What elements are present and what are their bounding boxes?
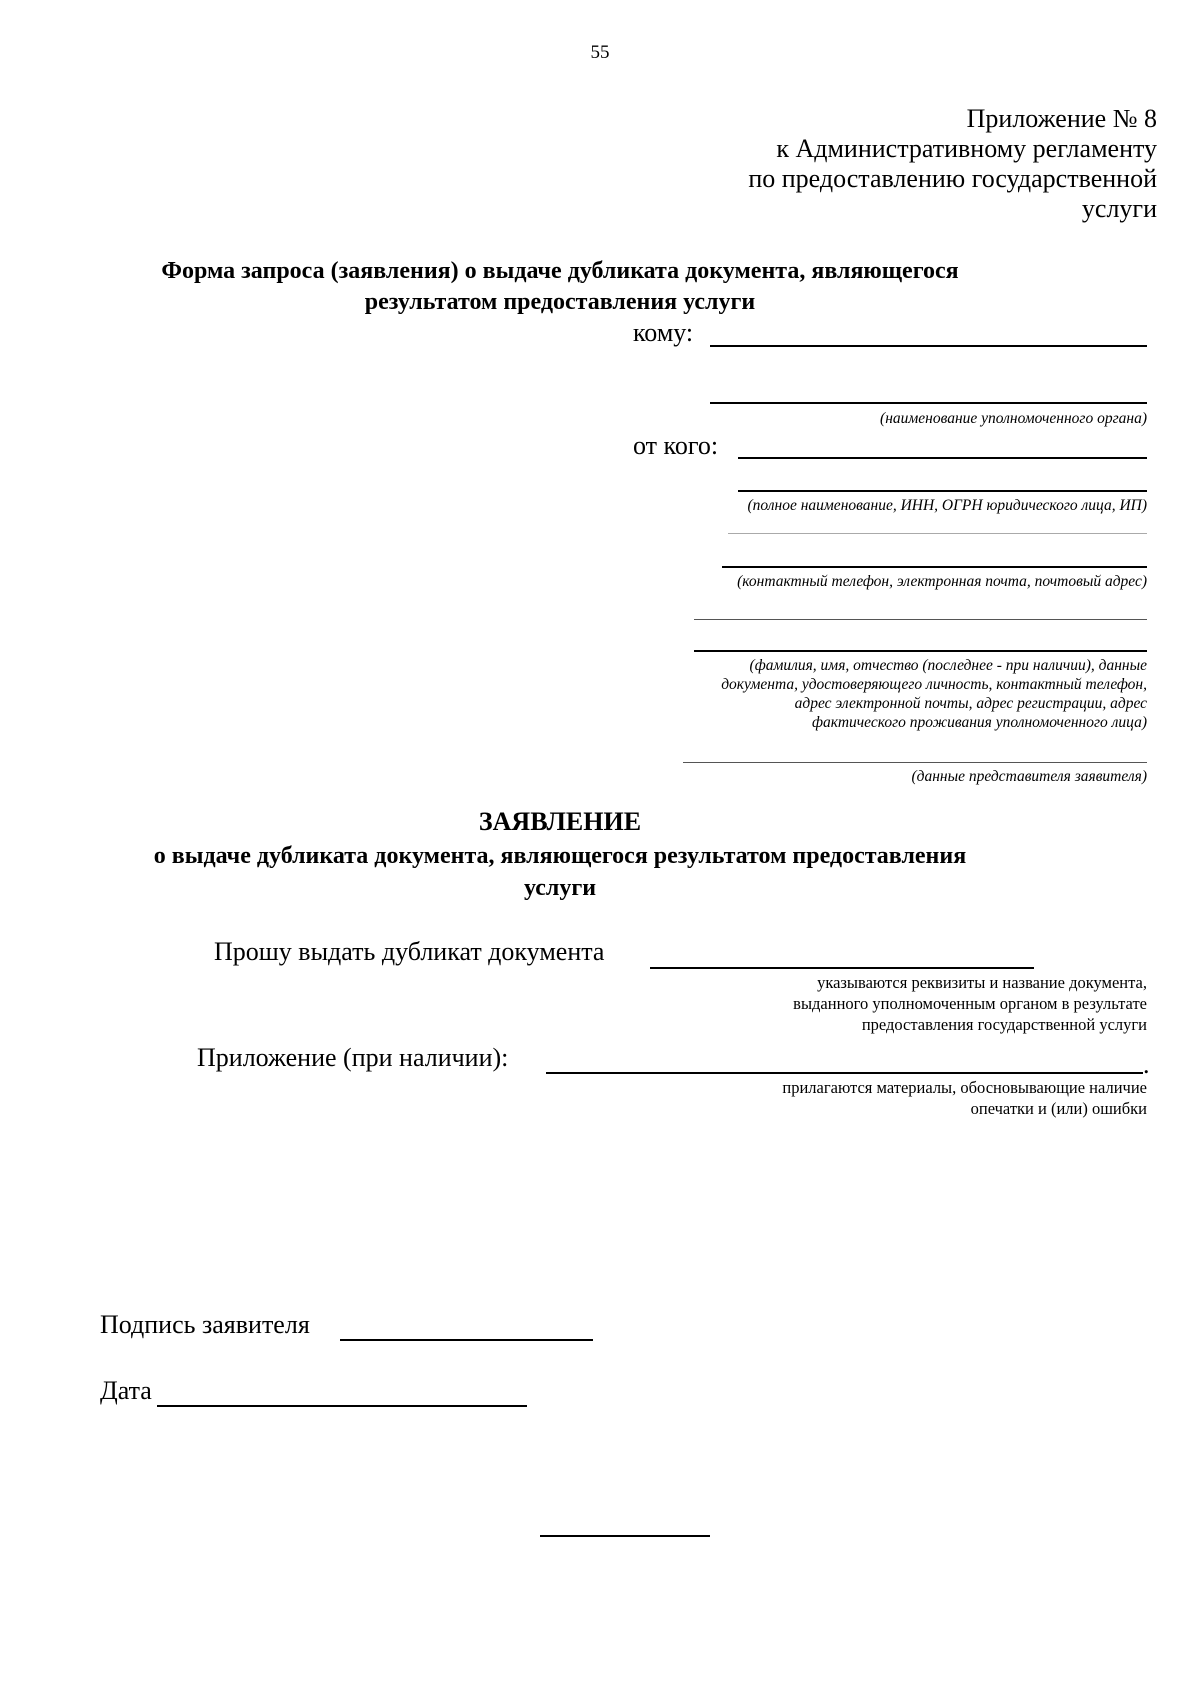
- contact-field-line-2[interactable]: [722, 566, 1147, 568]
- to-field-line-1[interactable]: [710, 345, 1147, 347]
- from-label: от кого:: [633, 431, 719, 460]
- from-field-line-2[interactable]: [738, 490, 1147, 492]
- person-field-line-2[interactable]: [694, 650, 1147, 652]
- contact-note: (контактный телефон, электронная почта, почтовый адрес): [737, 573, 1147, 590]
- attachment-note: [587, 1077, 1147, 1119]
- to-label: кому:: [633, 318, 694, 347]
- to-field-line-2[interactable]: [710, 402, 1147, 404]
- appendix-line: к Административному регламенту: [776, 134, 1157, 163]
- request-note: [587, 972, 1147, 1035]
- statement-subtitle: [40, 840, 1080, 904]
- request-label: Прошу выдать дубликат документа: [214, 937, 605, 966]
- contact-field-line-1[interactable]: [728, 533, 1147, 534]
- request-note-line: предоставления государственной услуги: [861, 1015, 1147, 1034]
- form-title-line: Форма запроса (заявления) о выдаче дубликата документа, являющегося: [161, 258, 959, 284]
- statement-subtitle-line: услуги: [523, 875, 597, 901]
- attachment-note-line: опечатки и (или) ошибки: [970, 1099, 1147, 1118]
- representative-field-line[interactable]: [683, 762, 1147, 763]
- attachment-end-mark: .: [1143, 1050, 1150, 1079]
- person-field-line-1[interactable]: [694, 619, 1147, 620]
- date-label: Дата: [100, 1376, 152, 1405]
- request-document-field[interactable]: [650, 967, 1034, 969]
- signature-label: Подпись заявителя: [100, 1310, 310, 1339]
- request-note-line: выданного уполномоченным органом в результате: [793, 994, 1147, 1013]
- form-title-line: результатом предоставления услуги: [364, 289, 756, 315]
- appendix-line: Приложение № 8: [966, 104, 1157, 133]
- appendix-header: [597, 104, 1157, 224]
- attachment-field[interactable]: [546, 1072, 1143, 1074]
- page-number: 55: [590, 42, 610, 63]
- person-note-line: (фамилия, имя, отчество (последнее - при наличии), данные: [749, 657, 1147, 674]
- person-note-line: документа, удостоверяющего личность, контактный телефон,: [721, 676, 1147, 693]
- signature-field[interactable]: [340, 1339, 593, 1341]
- appendix-line: по предоставлению государственной: [748, 164, 1157, 193]
- statement-title: ЗАЯВЛЕНИЕ: [478, 807, 642, 836]
- from-note: (полное наименование, ИНН, ОГРН юридического лица, ИП): [747, 497, 1147, 514]
- form-title: [60, 256, 1060, 318]
- appendix-line: услуги: [1081, 194, 1157, 223]
- attachment-note-line: прилагаются материалы, обосновывающие наличие: [782, 1078, 1147, 1097]
- person-note-line: адрес электронной почты, адрес регистрации, адрес: [794, 695, 1147, 712]
- person-note: [587, 656, 1147, 732]
- date-field[interactable]: [157, 1405, 527, 1407]
- to-note: (наименование уполномоченного органа): [880, 410, 1147, 427]
- from-field-line-1[interactable]: [738, 457, 1147, 459]
- statement-subtitle-line: о выдаче дубликата документа, являющегося результатом предоставления: [153, 843, 967, 869]
- representative-note: (данные представителя заявителя): [911, 768, 1147, 785]
- attachment-label: Приложение (при наличии):: [197, 1043, 509, 1072]
- request-note-line: указываются реквизиты и название документа,: [817, 973, 1147, 992]
- person-note-line: фактического проживания уполномоченного лица): [812, 714, 1147, 731]
- closing-separator: [540, 1535, 710, 1537]
